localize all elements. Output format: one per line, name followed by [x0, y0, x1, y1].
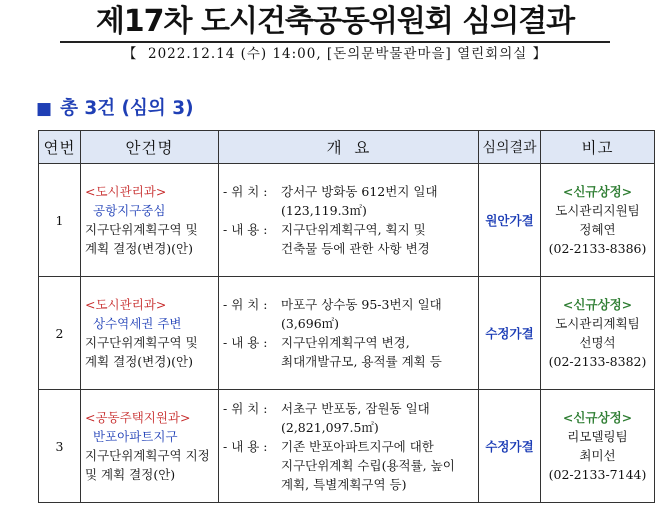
- location-label: - 위 치 :: [223, 297, 268, 312]
- phone-number: (02-2133-8382): [548, 354, 647, 369]
- remark: [541, 390, 655, 503]
- location-label: - 위 치 :: [223, 184, 268, 199]
- agenda-title-line: 지구단위계획구역 지정: [85, 448, 210, 463]
- agenda-name: [81, 277, 219, 390]
- department: <공동주택지원과>: [85, 410, 191, 425]
- status-badge: <신규상정>: [562, 410, 633, 425]
- agenda-title-line: 지구단위계획구역 및: [85, 335, 198, 350]
- status-badge: <신규상정>: [562, 184, 633, 199]
- project-name: 상수역세권 주변: [93, 316, 182, 331]
- team-name: 도시관리지원팀: [555, 203, 640, 218]
- area-text: (3,696㎡): [281, 316, 340, 331]
- project-name: 공항지구중심: [93, 203, 166, 218]
- team-name: 도시관리계획팀: [555, 316, 640, 331]
- row-number: 2: [39, 277, 81, 390]
- location-text: 서초구 반포동, 잠원동 일대: [281, 400, 430, 416]
- summary-text: 총 3건 (심의 3): [60, 98, 194, 119]
- content-text: 계획, 특별계획구역 등): [281, 476, 407, 492]
- content-text: 지구단위계획구역 변경,: [281, 335, 410, 350]
- overview: [219, 277, 479, 390]
- row-number: 3: [39, 390, 81, 503]
- col-header-overview: 개 요: [219, 131, 479, 164]
- col-header-name: 안건명: [81, 131, 219, 164]
- content-label: - 내 용 :: [223, 335, 268, 350]
- contact-person: 최미선: [579, 448, 616, 463]
- area-text: (2,821,097.5㎡): [281, 419, 379, 435]
- content-text: 지구단위계획 수립(용적률, 높이: [281, 457, 455, 473]
- location-text: 강서구 방화동 612번지 일대: [281, 184, 438, 199]
- agenda-title-line: 계획 결정(변경)(안): [85, 241, 194, 256]
- meeting-info: 【 2022.12.14 (수) 14:00, [돈의문박물관마을] 열린회의실 】: [122, 46, 548, 62]
- col-header-remark: 비고: [541, 131, 655, 164]
- content-text: 건축물 등에 관한 사항 변경: [281, 241, 430, 256]
- overview: [219, 390, 479, 503]
- contact-person: 선명석: [579, 335, 616, 350]
- title-underline: [60, 41, 610, 43]
- project-name: 반포아파트지구: [93, 429, 178, 444]
- table-row: [39, 277, 655, 390]
- review-result: 원안가결: [479, 164, 541, 277]
- area-text: (123,119.3㎡): [281, 203, 367, 218]
- content-text: 최대개발규모, 용적률 계획 등: [281, 354, 442, 369]
- page-title: 제17차 도시건축공동위원회 심의결과: [95, 4, 575, 39]
- agenda-title-line: 및 계획 결정(안): [85, 467, 176, 482]
- location-label: - 위 치 :: [223, 400, 268, 416]
- results-table: [38, 130, 655, 503]
- remark: [541, 277, 655, 390]
- col-header-result: 심의결과: [479, 131, 541, 164]
- row-number: 1: [39, 164, 81, 277]
- content-text: 지구단위계획구역, 획지 및: [281, 222, 426, 237]
- team-name: 리모델링팀: [567, 429, 628, 444]
- agenda-name: [81, 390, 219, 503]
- status-badge: <신규상정>: [562, 297, 633, 312]
- phone-number: (02-2133-7144): [548, 467, 647, 482]
- agenda-name: [81, 164, 219, 277]
- summary: [36, 97, 194, 121]
- review-result: 수정가결: [479, 277, 541, 390]
- table-row: [39, 164, 655, 277]
- overview: [219, 164, 479, 277]
- contact-person: 정혜연: [579, 222, 616, 237]
- content-label: - 내 용 :: [223, 222, 268, 237]
- agenda-title-line: 지구단위계획구역 및: [85, 222, 198, 237]
- department: <도시관리과>: [85, 297, 167, 312]
- content-label: - 내 용 :: [223, 438, 268, 454]
- content-text: 기존 반포아파트지구에 대한: [281, 438, 434, 454]
- square-bullet-icon: ■: [36, 99, 53, 119]
- agenda-title-line: 계획 결정(변경)(안): [85, 354, 194, 369]
- table-header-row: [39, 131, 655, 164]
- review-result: 수정가결: [479, 390, 541, 503]
- table-row: [39, 390, 655, 503]
- location-text: 마포구 상수동 95-3번지 일대: [281, 297, 442, 312]
- phone-number: (02-2133-8386): [548, 241, 647, 256]
- remark: [541, 164, 655, 277]
- department: <도시관리과>: [85, 184, 167, 199]
- col-header-num: 연번: [39, 131, 81, 164]
